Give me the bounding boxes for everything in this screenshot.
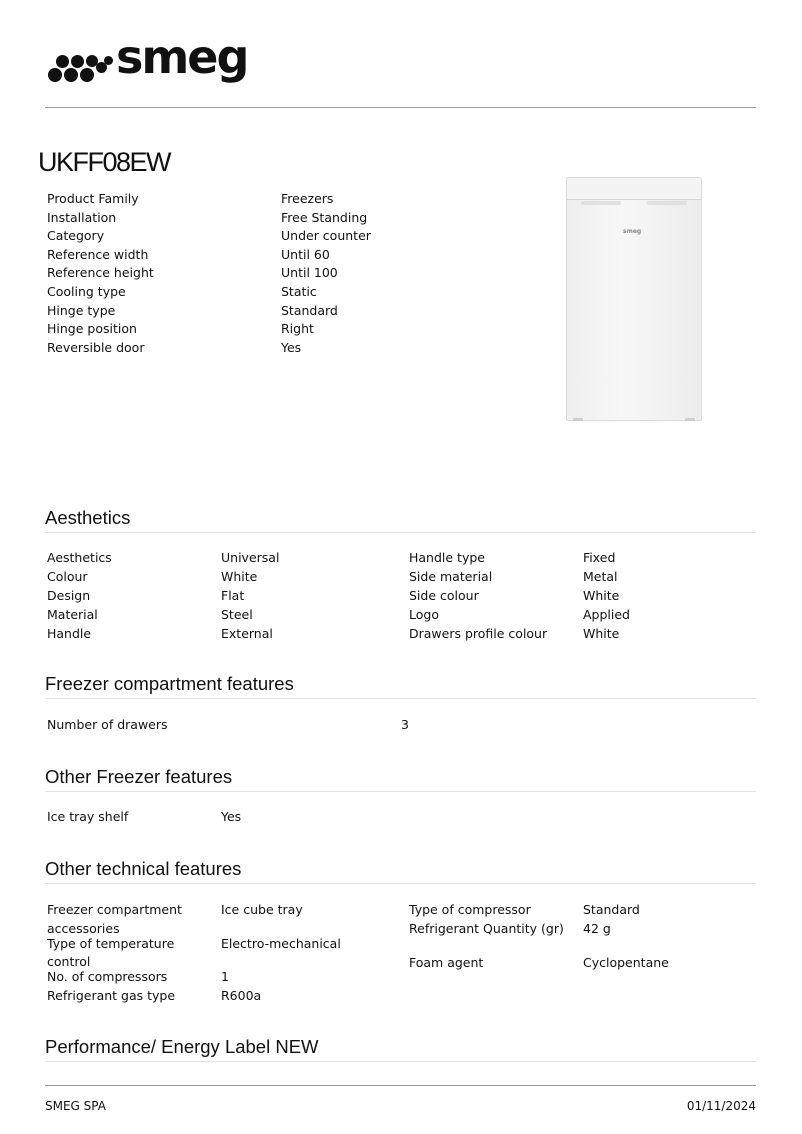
spec-value: White [221,569,258,584]
spec-label: Reference width [47,246,149,262]
product-image [566,177,702,421]
section-title-freezer-compartment: Freezer compartment features [45,673,294,694]
spec-value: Until 100 [281,265,338,281]
footer-divider [45,1085,756,1086]
spec-value: Fixed [583,550,616,565]
spec-value: Standard [281,302,338,318]
appliance-brand-mark: smeg [623,228,642,235]
spec-value: Electro-mechanical [221,935,341,951]
spec-label: Side material [409,569,493,584]
spec-label: No. of compressors [47,969,168,984]
spec-value: Right [281,321,314,337]
spec-value: External [221,626,273,641]
spec-value: Flat [221,588,245,603]
spec-value: Yes [221,809,242,824]
spec-value: R600a [221,988,262,1003]
spec-label: Reversible door [47,339,145,355]
spec-label: Refrigerant gas type [47,988,176,1003]
spec-label: Category [47,228,105,244]
spec-value: White [583,588,620,603]
spec-label: Handle [47,626,92,641]
spec-label: Number of drawers [47,717,168,732]
spec-label: Aesthetics [47,550,112,565]
spec-value: Applied [583,607,630,622]
footer-date: 01/11/2024 [686,1099,756,1113]
spec-label: Logo [409,607,439,622]
section-divider [45,698,756,699]
freezer-product-icon [566,177,702,421]
spec-value: Until 60 [281,246,330,262]
spec-label: Freezer compartment accessories [47,902,182,936]
spec-value: Standard [583,902,640,917]
spec-label: Handle type [409,550,485,565]
spec-value: White [583,626,620,641]
spec-value: 3 [401,717,409,732]
spec-label: Design [47,588,91,603]
section-title-aesthetics: Aesthetics [45,507,131,528]
logo-dots-icon [46,46,118,86]
logo-wordmark: smeg [116,30,248,84]
spec-value: Freezers [281,191,334,206]
footer-company: SMEG SPA [45,1099,106,1113]
section-divider [45,791,756,792]
spec-value: Cyclopentane [583,954,669,970]
spec-value: Metal [583,569,618,584]
spec-label: Drawers profile colour [409,626,548,641]
spec-label: Material [47,607,98,622]
section-title-other-freezer: Other Freezer features [45,766,233,787]
spec-label: Refrigerant Quantity (gr) [409,921,564,936]
spec-value: Ice cube tray [221,902,303,917]
spec-value: 1 [221,969,229,984]
spec-label: Type of temperature control [47,935,175,970]
spec-label: Side colour [409,588,479,603]
spec-label: Colour [47,569,88,584]
section-title-performance: Performance/ Energy Label NEW [45,1036,319,1057]
spec-value: Static [281,284,317,299]
spec-value: Steel [221,607,253,622]
spec-label: Ice tray shelf [47,809,129,824]
spec-value: Under counter [281,228,371,244]
section-divider [45,883,756,884]
spec-label: Reference height [47,265,154,281]
section-title-other-technical: Other technical features [45,858,242,879]
freezer-top-panel [567,178,701,200]
spec-label: Product Family [47,191,139,206]
header-divider [45,107,756,108]
spec-value: 42 g [583,921,611,936]
spec-value: Universal [221,550,280,565]
section-divider [45,532,756,533]
section-divider [45,1061,756,1062]
spec-label: Type of compressor [409,902,531,917]
spec-label: Hinge position [47,321,137,337]
model-number: UKFF08EW [38,147,171,177]
spec-label: Installation [47,209,117,225]
spec-label: Hinge type [47,302,116,318]
spec-value: Yes [281,339,302,355]
spec-label: Cooling type [47,284,126,299]
spec-label: Foam agent [409,954,484,970]
spec-value: Free Standing [281,209,368,225]
smeg-logo [46,30,248,86]
